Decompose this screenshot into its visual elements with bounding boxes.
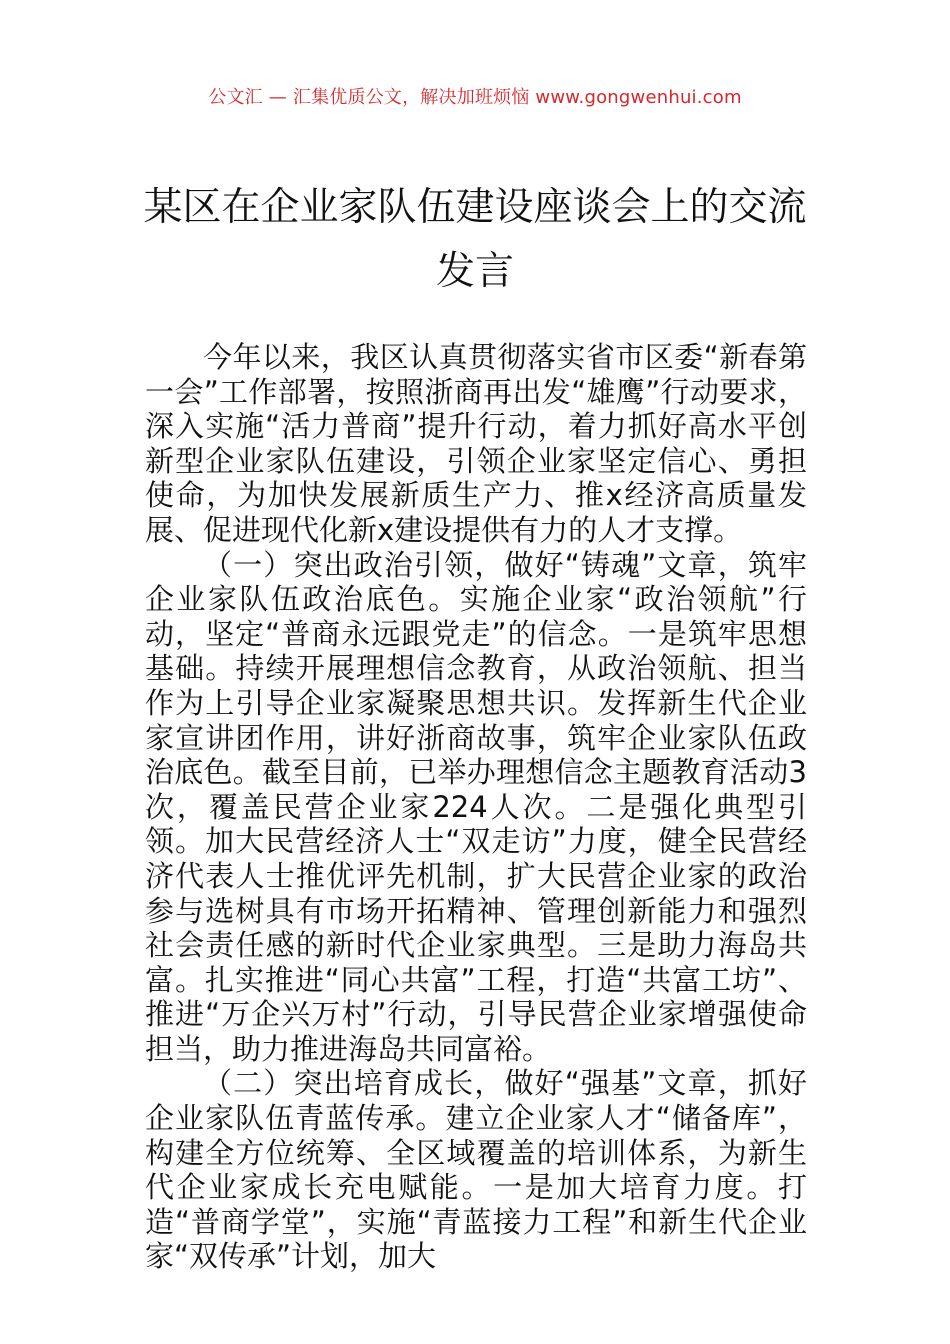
document-title: 某区在企业家队伍建设座谈会上的交流发言 <box>143 185 807 294</box>
header-banner[interactable]: 公文汇 — 汇集优质公文，解决加班烦恼 www.gongwenhui.com <box>208 87 742 108</box>
paragraph-section-2: （二）突出培育成长，做好“强基”文章，抓好企业家队伍青蓝传承。建立企业家人才“储备库”，构建全方位统筹、全区域覆盖的培训体系，为新生代企业家成长充电赋能。一是加大培育力度。打造“普商学堂”，实施“青蓝接力工程”和新生代企业家“双传承”计划，加大 <box>145 1066 807 1274</box>
paragraph-intro: 今年以来，我区认真贯彻落实省市区委“新春第一会”工作部署，按照浙商再出发“雄鹰”行动要求，深入实施“活力普商”提升行动，着力抓好高水平创新型企业家队伍建设，引领企业家坚定信心、勇担使命，为加快发展新质生产力、推x经济高质量发展、促进现代化新x建设提供有力的人才支撑。 <box>145 340 807 547</box>
paragraph-section-1: （一）突出政治引领，做好“铸魂”文章，筑牢企业家队伍政治底色。实施企业家“政治领航”行动，坚定“普商永远跟党走”的信念。一是筑牢思想基础。持续开展理想信念教育，从政治领航、担当作为上引导企业家凝聚思想共识。发挥新生代企业家宣讲团作用，讲好浙商故事，筑牢企业家队伍政治底色。截至目前，已举办理想信念主题教育活动3次，覆盖民营企业家224人次。二是强化典型引领。加大民营经济人士“双走访”力度，健全民营经济代表人士推优评先机制，扩大民营企业家的政治参与选树具有市场开拓精神、管理创新能力和强烈社会责任感的新时代企业家典型。三是助力海岛共富。扎实推进“同心共富”工程，打造“共富工坊”、推进“万企兴万村”行动，引导民营企业家增强使命担当，助力推进海岛共同富裕。 <box>145 547 807 1066</box>
document-body <box>145 340 807 1274</box>
